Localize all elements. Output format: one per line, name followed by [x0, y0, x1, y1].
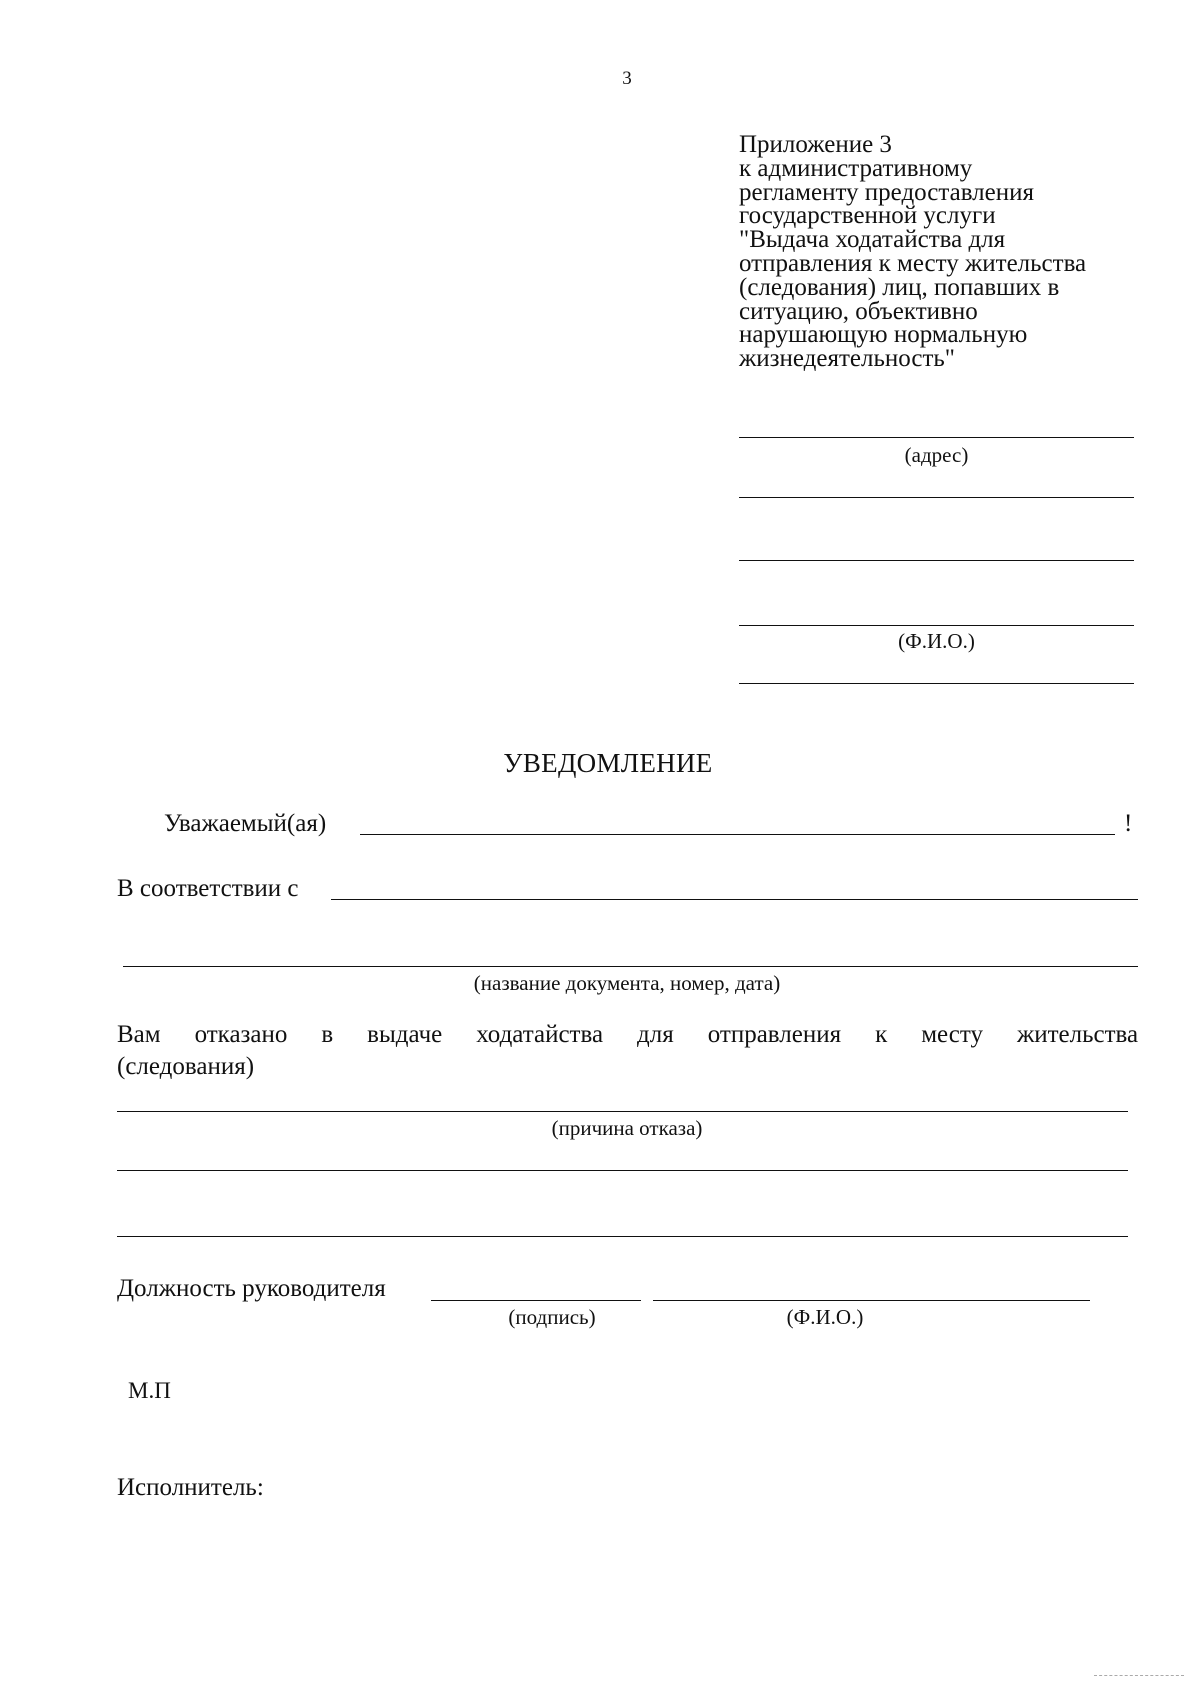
refusal-word: к: [875, 1021, 888, 1048]
reason-line-2[interactable]: [117, 1170, 1128, 1171]
appendix-line: отправления к месту жительства: [739, 249, 1087, 277]
recipient-name-caption: (Ф.И.О.): [898, 629, 975, 653]
appendix-line: (следования) лиц, попавших в: [739, 273, 1060, 301]
appendix-line: "Выдача ходатайства для: [739, 226, 1006, 254]
executor-label: Исполнитель:: [117, 1474, 264, 1501]
address-line-2[interactable]: [739, 497, 1134, 498]
seal-label: М.П: [128, 1378, 171, 1403]
refusal-word: отправления: [707, 1021, 842, 1048]
appendix-heading: [739, 133, 1179, 371]
appendix-line: ситуацию, объективно: [739, 297, 978, 325]
appendix-line: нарушающую нормальную: [739, 321, 1028, 349]
refusal-word: жительства: [1016, 1021, 1139, 1048]
document-caption: (название документа, номер, дата): [473, 971, 781, 995]
reason-line-3[interactable]: [117, 1236, 1128, 1237]
address-line-3[interactable]: [739, 560, 1134, 561]
refusal-word: ходатайства: [476, 1021, 604, 1048]
appendix-line: Приложение 3: [739, 131, 892, 158]
position-label: Должность руководителя: [117, 1275, 386, 1302]
refusal-word: в: [321, 1021, 334, 1048]
address-caption: (адрес): [904, 443, 969, 467]
signer-name-line[interactable]: [653, 1300, 1090, 1301]
refusal-word: для: [637, 1021, 674, 1048]
addressee-name-line[interactable]: [360, 834, 1115, 835]
refusal-word: Вам: [117, 1021, 161, 1048]
address-line[interactable]: [739, 437, 1134, 438]
appendix-line: жизнедеятельность": [739, 345, 956, 373]
refusal-word: выдаче: [367, 1021, 443, 1048]
basis-line[interactable]: [331, 899, 1138, 900]
page-number: 3: [622, 68, 632, 89]
greeting-end: !: [1124, 810, 1133, 837]
signature-line[interactable]: [431, 1300, 641, 1301]
page-edge-mark: [1094, 1675, 1184, 1676]
greeting-label: Уважаемый(ая): [164, 810, 327, 837]
refusal-statement-line2: (следования): [117, 1053, 255, 1080]
refusal-word: месту: [921, 1021, 983, 1048]
signature-caption: (подпись): [508, 1305, 596, 1329]
recipient-extra-line[interactable]: [739, 683, 1134, 684]
appendix-line: государственной услуги: [739, 202, 996, 230]
basis-line-2[interactable]: [123, 966, 1138, 967]
appendix-line: к административному: [739, 154, 973, 182]
document-title: УВЕДОМЛЕНИЕ: [503, 748, 713, 778]
reason-line[interactable]: [117, 1111, 1128, 1112]
reason-caption: (причина отказа): [551, 1116, 703, 1140]
recipient-name-line[interactable]: [739, 625, 1134, 626]
refusal-statement: [117, 1021, 1138, 1049]
signer-name-caption: (Ф.И.О.): [786, 1305, 864, 1329]
refusal-word: отказано: [194, 1021, 288, 1048]
basis-label: В соответствии с: [117, 875, 299, 902]
appendix-line: регламенту предоставления: [739, 178, 1035, 206]
